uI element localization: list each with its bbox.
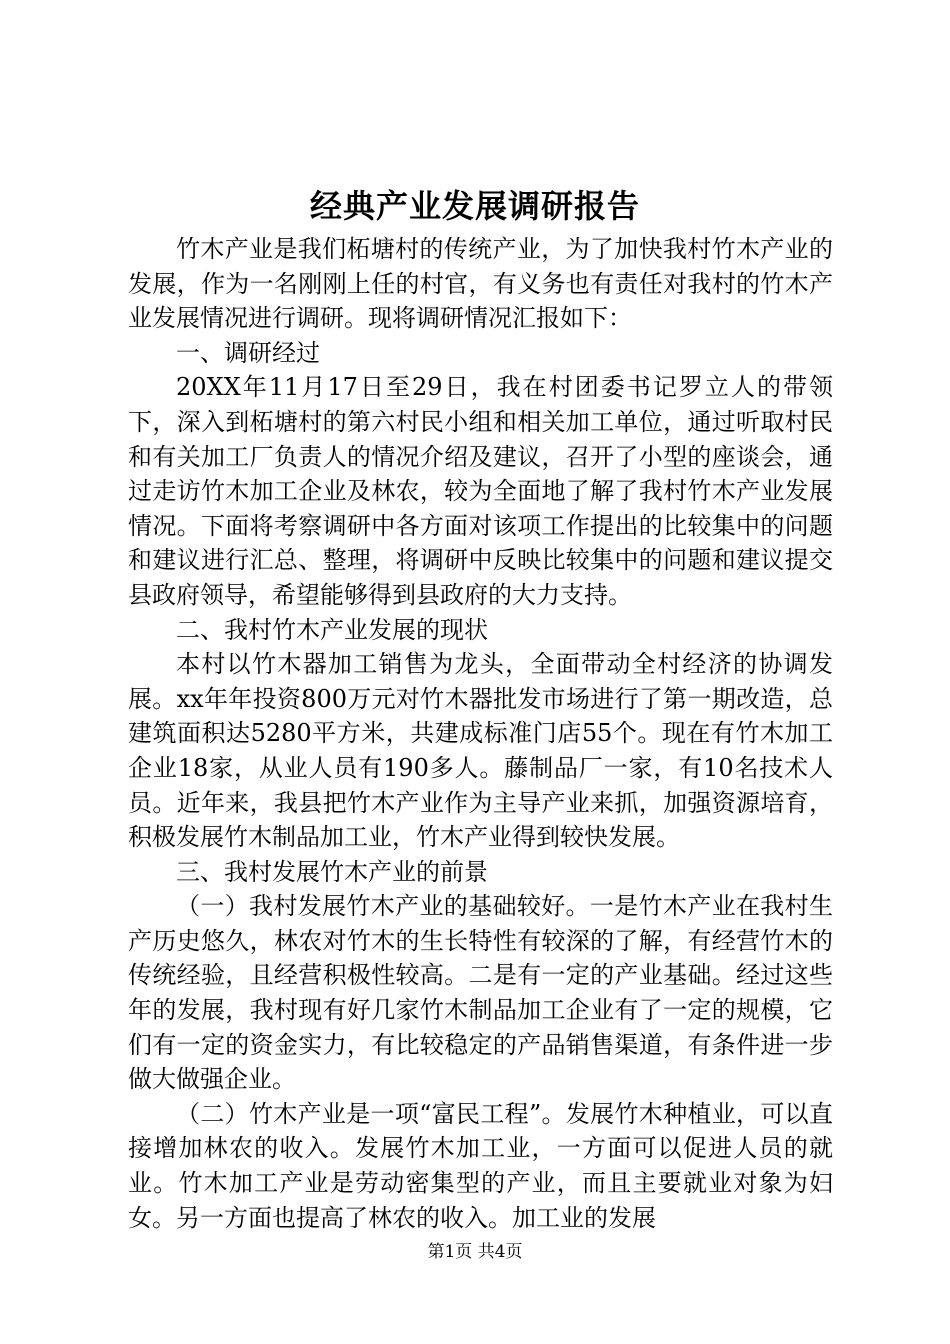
section-heading-3: 三、我村发展竹木产业的前景 [176, 857, 488, 886]
document-title: 经典产业发展调研报告 [309, 187, 640, 225]
paragraph-status: 本村以竹木器加工销售为龙头，全面带动全村经济的协调发展。xx年年投资800万元对竹木器批发市场进行了第一期改造，总建筑面积达5280平方米，共建成标准门店55个。现在有竹木加工企业18家，从业人员有190多人。藤制品厂一家，有10名技术人员。近年来，我县把竹木产业作为主导产业来抓，加强资源培育，积极发展竹木制品加工业，竹木产业得到较快发展。 [128, 650, 833, 852]
document-body [128, 232, 833, 1235]
section-heading-1: 一、调研经过 [176, 338, 320, 367]
page-footer: 第1页 共4页 [427, 1242, 523, 1262]
paragraph-prospect-1: （一）我村发展竹木产业的基础较好。一是竹木产业在我村生产历史悠久，林农对竹木的生长特性有较深的了解，有经营竹木的传统经验，且经营积极性较高。二是有一定的产业基础。经过这些年的发展，我村现有好几家竹木制品加工企业有了一定的规模，它们有一定的资金实力，有比较稳定的产品销售渠道，有条件进一步做大做强企业。 [128, 892, 833, 1094]
paragraph-process: 20XX年11月17日至29日，我在村团委书记罗立人的带领下，深入到柘塘村的第六村民小组和相关加工单位，通过听取村民和有关加工厂负责人的情况介绍及建议，召开了小型的座谈会，通过走访竹木加工企业及林农，较为全面地了解了我村竹木产业发展情况。下面将考察调研中各方面对该项工作提出的比较集中的问题和建议进行汇总、整理，将调研中反映比较集中的问题和建议提交县政府领导，希望能够得到县政府的大力支持。 [128, 373, 833, 609]
paragraph-prospect-2: （二）竹木产业是一项“富民工程”。发展竹木种植业，可以直接增加林农的收入。发展竹木加工业，一方面可以促进人员的就业。竹木加工产业是劳动密集型的产业，而且主要就业对象为妇女。另一方面也提高了林农的收入。加工业的发展 [128, 1099, 833, 1232]
paragraph-intro: 竹木产业是我们柘塘村的传统产业，为了加快我村竹木产业的发展，作为一名刚刚上任的村官，有义务也有责任对我村的竹木产业发展情况进行调研。现将调研情况汇报如下： [128, 235, 833, 333]
section-heading-2: 二、我村竹木产业发展的现状 [176, 615, 488, 644]
